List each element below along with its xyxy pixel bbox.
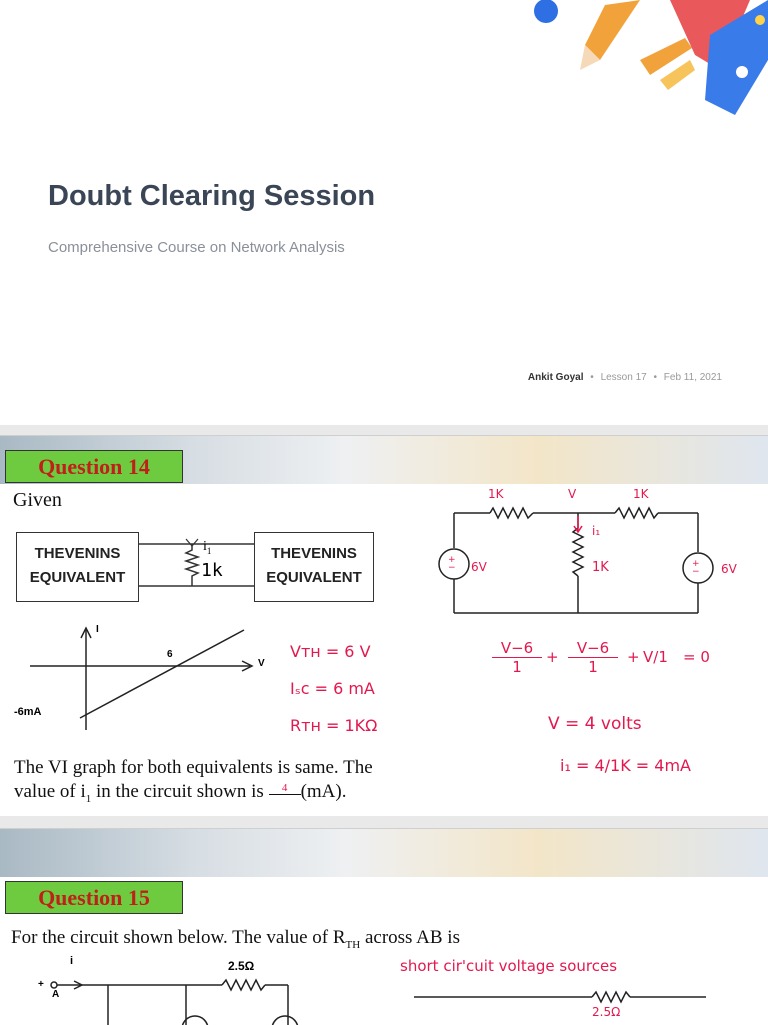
thevenin-box-right <box>254 532 374 602</box>
circuit-r-right: 1K <box>633 487 649 501</box>
eq-op-2: + <box>627 648 640 666</box>
title-slide <box>0 0 768 425</box>
author-name: Ankit Goyal <box>527 372 584 383</box>
circuit-node-v: V <box>568 487 577 501</box>
graph-y-intercept: -6mA <box>14 706 42 718</box>
lesson-number: Lesson 17 <box>600 372 647 383</box>
eq-frac-2: V−6 1 <box>568 639 618 676</box>
question-label: Question 14 <box>5 450 183 483</box>
question-label: Question 15 <box>5 881 183 914</box>
eq-rhs: = 0 <box>683 648 710 666</box>
box-left-line1: THEVENINS <box>34 545 121 562</box>
circuit-src-left: 6V <box>471 560 487 574</box>
right-source-polarity: + − <box>692 559 700 577</box>
given-text: Given <box>13 489 62 511</box>
q15-resistor-label: 2.5Ω <box>228 959 255 973</box>
circuit-current: i₁ <box>592 524 601 538</box>
box-left-line2: EQUIVALENT <box>29 569 126 586</box>
thevenin-box-left <box>16 532 139 602</box>
answer-blank: 4 <box>269 782 301 795</box>
graph-x-axis-label: V <box>258 658 265 669</box>
vi-graph <box>20 622 282 732</box>
graph-x-intercept: 6 <box>167 649 173 660</box>
question-text: For the circuit shown below. The value of $R_{TH}$ across AB is <box>11 927 460 951</box>
question-15-slide <box>0 828 768 1025</box>
meta-separator: • <box>590 372 594 383</box>
slide-subtitle: Comprehensive Course on Network Analysis <box>48 239 345 256</box>
question-14-slide <box>0 435 768 816</box>
question-line-2: value of $i_1$ in the circuit shown is 4 (mA). <box>14 781 347 805</box>
lesson-date: Feb 11, 2021 <box>663 372 722 383</box>
question-line-1: The VI graph for both equivalents is same. The <box>14 757 373 778</box>
box-right-line2: EQUIVALENT <box>266 569 362 586</box>
box-right-line1: THEVENINS <box>271 545 357 562</box>
circuit-r-left: 1K <box>488 487 504 501</box>
q15-current-label: i <box>70 955 74 967</box>
q15-circuit <box>30 969 330 1025</box>
handwritten-circuit <box>430 486 750 621</box>
q15-terminal-a: A <box>52 989 60 1000</box>
q15-handwritten-circuit <box>410 984 710 1004</box>
circuit-src-right: 6V <box>721 562 737 576</box>
q15-handwritten-note: short cir'cuit voltage sources <box>400 957 618 975</box>
mid-current-label: $i_1$ <box>203 539 212 556</box>
pencil-illustration <box>520 0 768 130</box>
q15-plus-label: + <box>38 979 44 990</box>
note-rth: Rᴛʜ = 1KΩ <box>290 716 378 735</box>
meta-separator: • <box>653 372 658 383</box>
q15-note-resistor: 2.5Ω <box>592 1005 621 1019</box>
left-source-polarity: + − <box>448 555 456 573</box>
mid-resistor-label: 1k <box>201 560 223 581</box>
result-current: i₁ = 4/1K = 4mA <box>560 756 691 775</box>
result-voltage: V = 4 volts <box>548 714 642 734</box>
eq-term-3: V/1 <box>643 648 668 666</box>
slide-banner <box>0 829 768 877</box>
eq-frac-1: V−6 1 <box>492 639 542 676</box>
slide-title: Doubt Clearing Session <box>48 180 376 212</box>
note-isc: Iₛᴄ = 6 mA <box>290 679 375 698</box>
note-vth: Vᴛʜ = 6 V <box>290 642 371 661</box>
eq-op-1: + <box>546 648 559 666</box>
lesson-meta <box>528 372 722 383</box>
circuit-r-mid: 1K <box>592 560 609 575</box>
graph-y-axis-label: I <box>96 624 99 635</box>
